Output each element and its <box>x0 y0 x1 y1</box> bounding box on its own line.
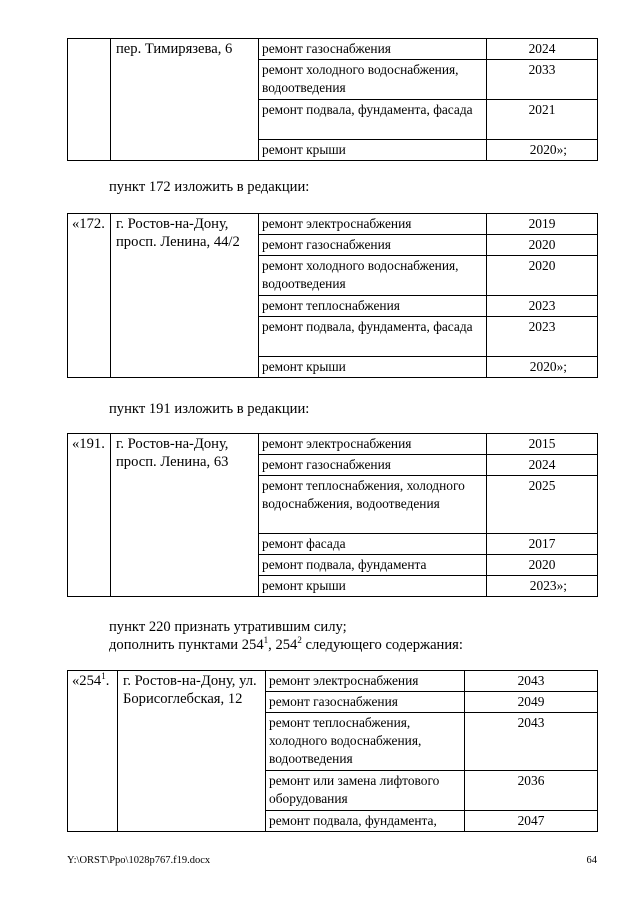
year-cell: 2015 <box>487 434 598 455</box>
year-cell: 2033 <box>487 60 598 100</box>
year-cell: 2024 <box>487 455 598 476</box>
year-cell: 2024 <box>487 39 598 60</box>
work-cell: ремонт холодного водоснабжения, водоотведения <box>259 256 487 296</box>
year-cell: 2043 <box>465 671 598 692</box>
superscript: 1 <box>263 635 269 646</box>
work-cell: ремонт подвала, фундамента, фасада <box>259 317 487 357</box>
address-cell: г. Ростов-на-Дону, просп. Ленина, 63 <box>111 434 259 597</box>
address-cell: г. Ростов-на-Дону, просп. Ленина, 44/2 <box>111 214 259 378</box>
year-cell: 2020 <box>487 235 598 256</box>
footer-file-path: Y:\ORST\Ppo\1028p767.f19.docx <box>67 855 211 866</box>
para-text-prefix: дополнить пунктами 254 <box>109 637 264 653</box>
work-cell: ремонт фасада <box>259 534 487 555</box>
table-191 <box>67 433 598 597</box>
work-cell: ремонт крыши <box>259 140 487 161</box>
work-cell: ремонт подвала, фундамента, фасада <box>259 100 487 140</box>
num-cell: «172. <box>68 214 111 378</box>
year-cell: 2025 <box>487 476 598 534</box>
address-cell: пер. Тимирязева, 6 <box>111 39 259 161</box>
year-cell: 2020 <box>487 555 598 576</box>
num-cell <box>68 671 118 832</box>
work-cell: ремонт теплоснабжения, холодного водоснабжения, водоотведения <box>266 713 465 771</box>
paragraph-191: пункт 191 изложить в редакции: <box>109 401 310 417</box>
year-cell: 2023»; <box>487 576 598 597</box>
work-cell: ремонт газоснабжения <box>259 235 487 256</box>
num-text: «254 <box>72 673 102 689</box>
year-cell: 2021 <box>487 100 598 140</box>
work-cell: ремонт газоснабжения <box>266 692 465 713</box>
work-cell: ремонт газоснабжения <box>259 39 487 60</box>
table-row <box>68 671 598 692</box>
year-cell: 2043 <box>465 713 598 771</box>
work-cell: ремонт теплоснабжения, холодного водоснабжения, водоотведения <box>259 476 487 534</box>
work-cell: ремонт крыши <box>259 357 487 378</box>
table-172 <box>67 213 598 378</box>
work-cell: ремонт электроснабжения <box>259 434 487 455</box>
year-cell: 2020»; <box>487 357 598 378</box>
table-row <box>68 214 598 235</box>
year-cell: 2020 <box>487 256 598 296</box>
superscript: 1 <box>101 671 106 682</box>
year-cell: 2023 <box>487 317 598 357</box>
work-cell: ремонт крыши <box>259 576 487 597</box>
work-cell: ремонт холодного водоснабжения, водоотведения <box>259 60 487 100</box>
table-254 <box>67 670 598 832</box>
work-cell: ремонт подвала, фундамента, <box>266 811 465 832</box>
work-cell: ремонт электроснабжения <box>259 214 487 235</box>
work-cell: ремонт подвала, фундамента <box>259 555 487 576</box>
year-cell: 2049 <box>465 692 598 713</box>
paragraph-254 <box>109 636 463 654</box>
para-text-suffix: следующего содержания: <box>301 637 463 653</box>
para-text-mid: , 254 <box>268 637 298 653</box>
paragraph-220: пункт 220 признать утратившим силу; <box>109 619 347 635</box>
table-continuation <box>67 38 598 161</box>
year-cell: 2023 <box>487 296 598 317</box>
num-cell <box>68 39 111 161</box>
num-cell: «191. <box>68 434 111 597</box>
superscript: 2 <box>297 635 302 646</box>
work-cell: ремонт электроснабжения <box>266 671 465 692</box>
year-cell: 2017 <box>487 534 598 555</box>
year-cell: 2047 <box>465 811 598 832</box>
year-cell: 2020»; <box>487 140 598 161</box>
work-cell: ремонт газоснабжения <box>259 455 487 476</box>
num-suffix: . <box>105 673 110 689</box>
year-cell: 2036 <box>465 771 598 811</box>
table-row <box>68 39 598 60</box>
paragraph-172: пункт 172 изложить в редакции: <box>109 179 310 195</box>
table-row <box>68 434 598 455</box>
address-cell: г. Ростов-на-Дону, ул. Борисоглебская, 12 <box>118 671 266 832</box>
work-cell: ремонт теплоснабжения <box>259 296 487 317</box>
year-cell: 2019 <box>487 214 598 235</box>
work-cell: ремонт или замена лифтового оборудования <box>266 771 465 811</box>
footer-page-number: 64 <box>586 855 597 866</box>
